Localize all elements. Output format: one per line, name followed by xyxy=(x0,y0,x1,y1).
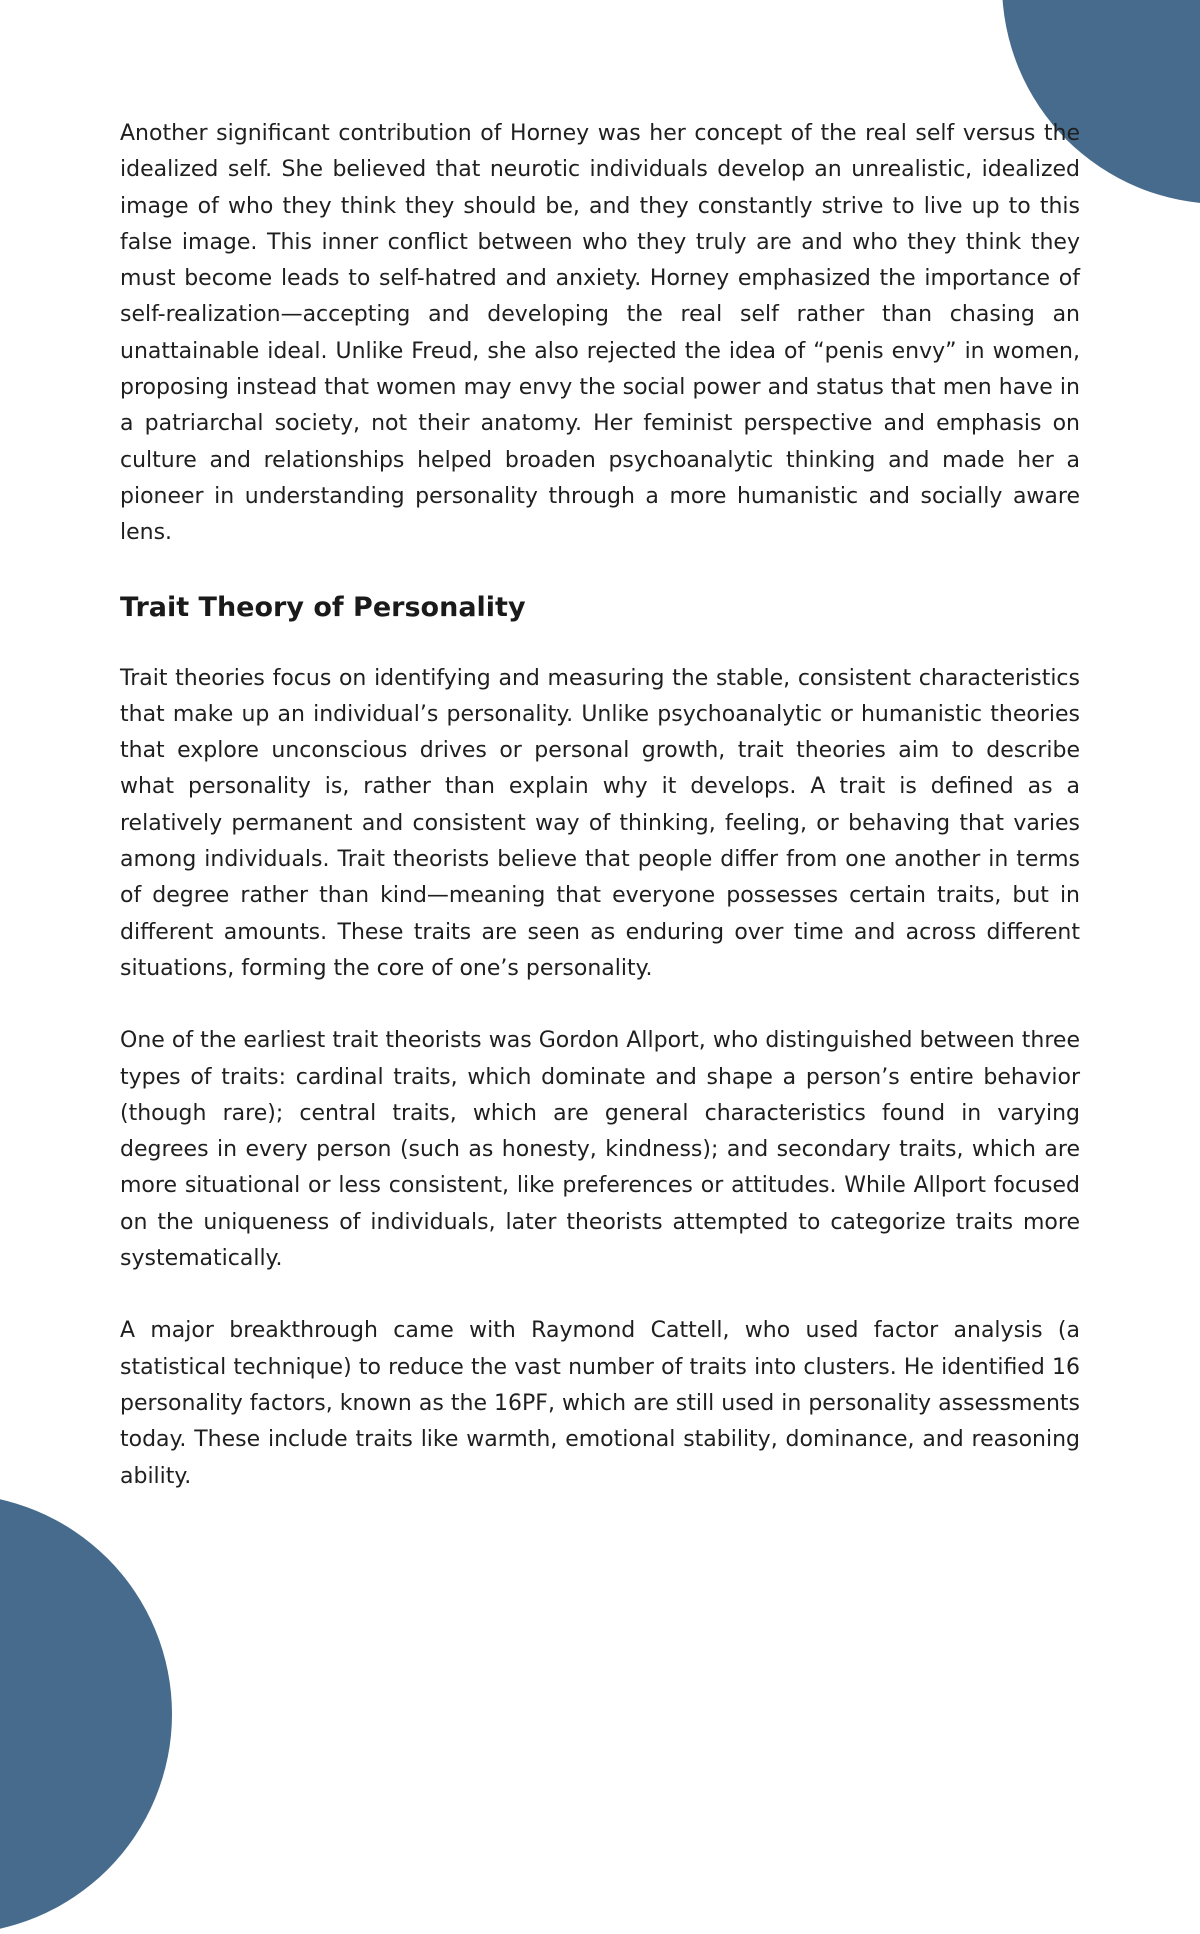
body-paragraph-cattell: A major breakthrough came with Raymond Cattell, who used factor analysis (a statistical technique) to reduce the vast number of traits into clusters. He identified 16 personality factors, known as the 16PF, which are still used in personality assessments today. These include traits like warmth, emotional stability, dominance, and reasoning ability. xyxy=(120,1318,1080,1489)
document-body xyxy=(120,116,1080,1495)
body-paragraph-allport: One of the earliest trait theorists was Gordon Allport, who distinguished between three types of traits: cardinal traits, which dominate and shape a person’s entire behavior (though rare); central traits, which are general characteristics found in varying degrees in every person (such as honesty, kindness); and secondary traits, which are more situational or less consistent, like preferences or attitudes. While Allport focused on the uniqueness of individuals, later theorists attempted to categorize traits more systematically. xyxy=(120,1028,1080,1272)
corner-decoration-bottom-left xyxy=(0,1494,172,1934)
body-paragraph-trait-theories: Trait theories focus on identifying and measuring the stable, consistent characteristics that make up an individual’s personality. Unlike psychoanalytic or humanistic theories that explore unconscious drives or personal growth, trait theories aim to describe what personality is, rather than explain why it develops. A trait is defined as a relatively permanent and consistent way of thinking, feeling, or behaving that varies among individuals. Trait theorists believe that people differ from one another in terms of degree rather than kind—meaning that everyone possesses certain traits, but in different amounts. These traits are seen as enduring over time and across different situations, forming the core of one’s personality. xyxy=(120,665,1080,981)
intro-paragraph: Another significant contribution of Horney was her concept of the real self versus the idealized self. She believed that neurotic individuals develop an unrealistic, idealized image of who they think they should be, and they constantly strive to live up to this false image. This inner conflict between who they truly are and who they think they must become leads to self-hatred and anxiety. Horney emphasized the importance of self-realization—accepting and developing the real self rather than chasing an unattainable ideal. Unlike Freud, she also rejected the idea of “penis envy” in women, proposing instead that women may envy the social power and status that men have in a patriarchal society, not their anatomy. Her feminist perspective and emphasis on culture and relationships helped broaden psychoanalytic thinking and made her a pioneer in understanding personality through a more humanistic and socially aware lens. xyxy=(120,121,1080,546)
section-heading: Trait Theory of Personality xyxy=(120,591,526,623)
